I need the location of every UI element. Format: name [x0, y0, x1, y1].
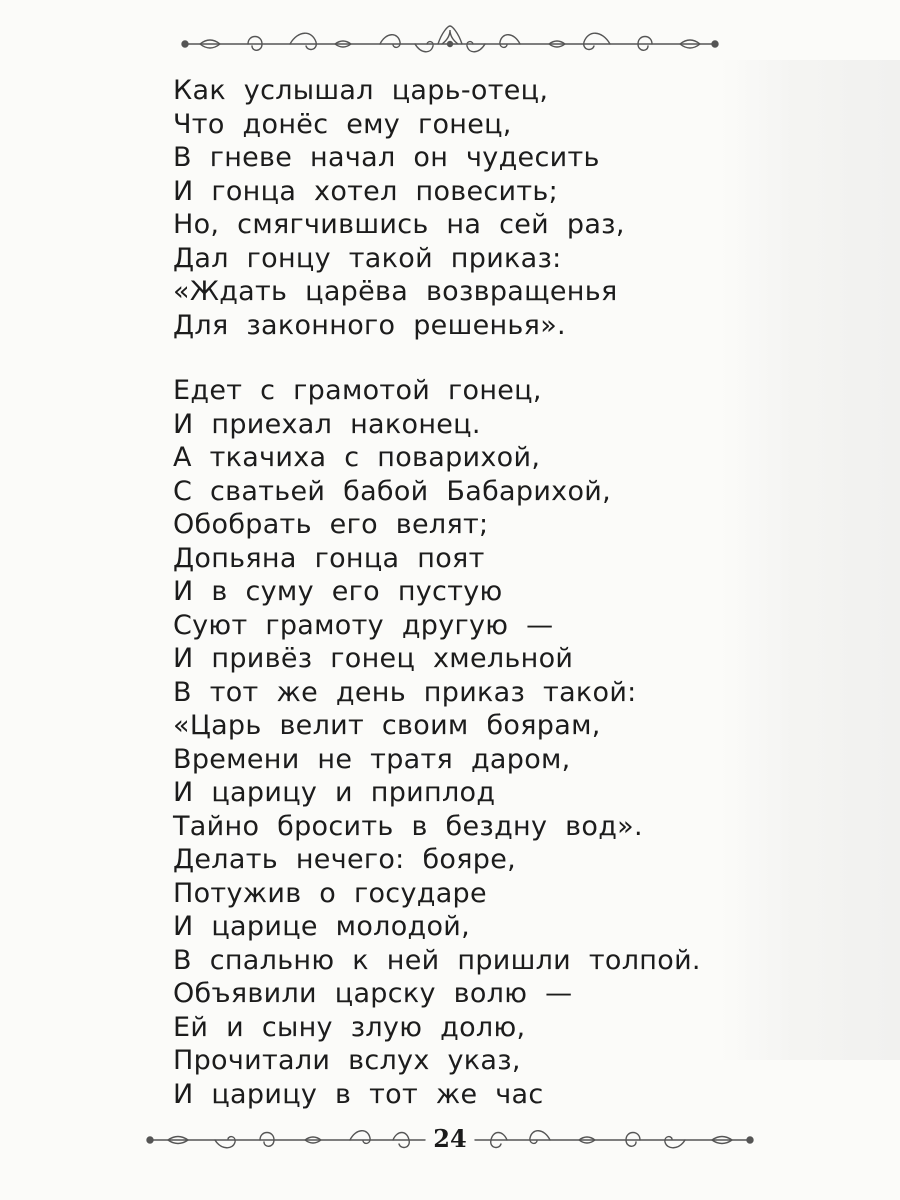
poem-line: В гневе начал он чудесить: [173, 142, 600, 173]
poem-line: Потужив о государе: [173, 877, 487, 909]
top-ornament: [0, 18, 900, 68]
poem-line: Обобрать его велят;: [173, 509, 489, 540]
poem-line: И гонца хотел повесить;: [173, 175, 559, 207]
poem-line: Но, смягчившись на сей раз,: [173, 209, 625, 240]
poem-line: «Ждать царёва возвращенья: [173, 276, 618, 307]
poem-line: Тайно бросить в бездну вод».: [173, 810, 643, 842]
poem: [173, 74, 813, 1111]
stanza-2: [173, 374, 813, 1111]
poem-line: И царице молодой,: [173, 911, 471, 942]
poem-line: Допьяна гонца поят: [173, 542, 485, 574]
poem-line: И в суму его пустую: [173, 576, 503, 607]
poem-line: Объявили царску волю —: [173, 978, 573, 1009]
poem-line: Ей и сыну злую долю,: [173, 1011, 526, 1043]
poem-line: Времени не тратя даром,: [173, 743, 571, 775]
poem-line: В спальню к ней пришли толпой.: [173, 944, 701, 976]
stanza-1: [173, 74, 813, 342]
page-number: 24: [433, 1124, 467, 1153]
poem-line: Суют грамоту другую —: [173, 609, 554, 641]
poem-line: Дал гонцу такой приказ:: [173, 242, 562, 274]
poem-line: Для законного решенья».: [173, 309, 566, 341]
poem-line: И привёз гонец хмельной: [173, 643, 574, 674]
poem-line: «Царь велит своим боярам,: [173, 710, 601, 741]
poem-line: А ткачиха с поварихой,: [173, 442, 541, 473]
poem-line: С сватьей бабой Бабарихой,: [173, 475, 611, 507]
poem-line: И царицу и приплод: [173, 777, 496, 808]
poem-line: И царицу в тот же час: [173, 1078, 544, 1110]
poem-line: Как услышал царь-отец,: [173, 75, 549, 106]
poem-line: Едет с грамотой гонец,: [173, 375, 542, 406]
poem-line: Что донёс ему гонец,: [173, 108, 512, 140]
poem-line: Прочитали вслух указ,: [173, 1045, 521, 1076]
poem-line: Делать нечего: бояре,: [173, 844, 516, 875]
poem-line: И приехал наконец.: [173, 408, 481, 440]
poem-line: В тот же день приказ такой:: [173, 676, 637, 708]
